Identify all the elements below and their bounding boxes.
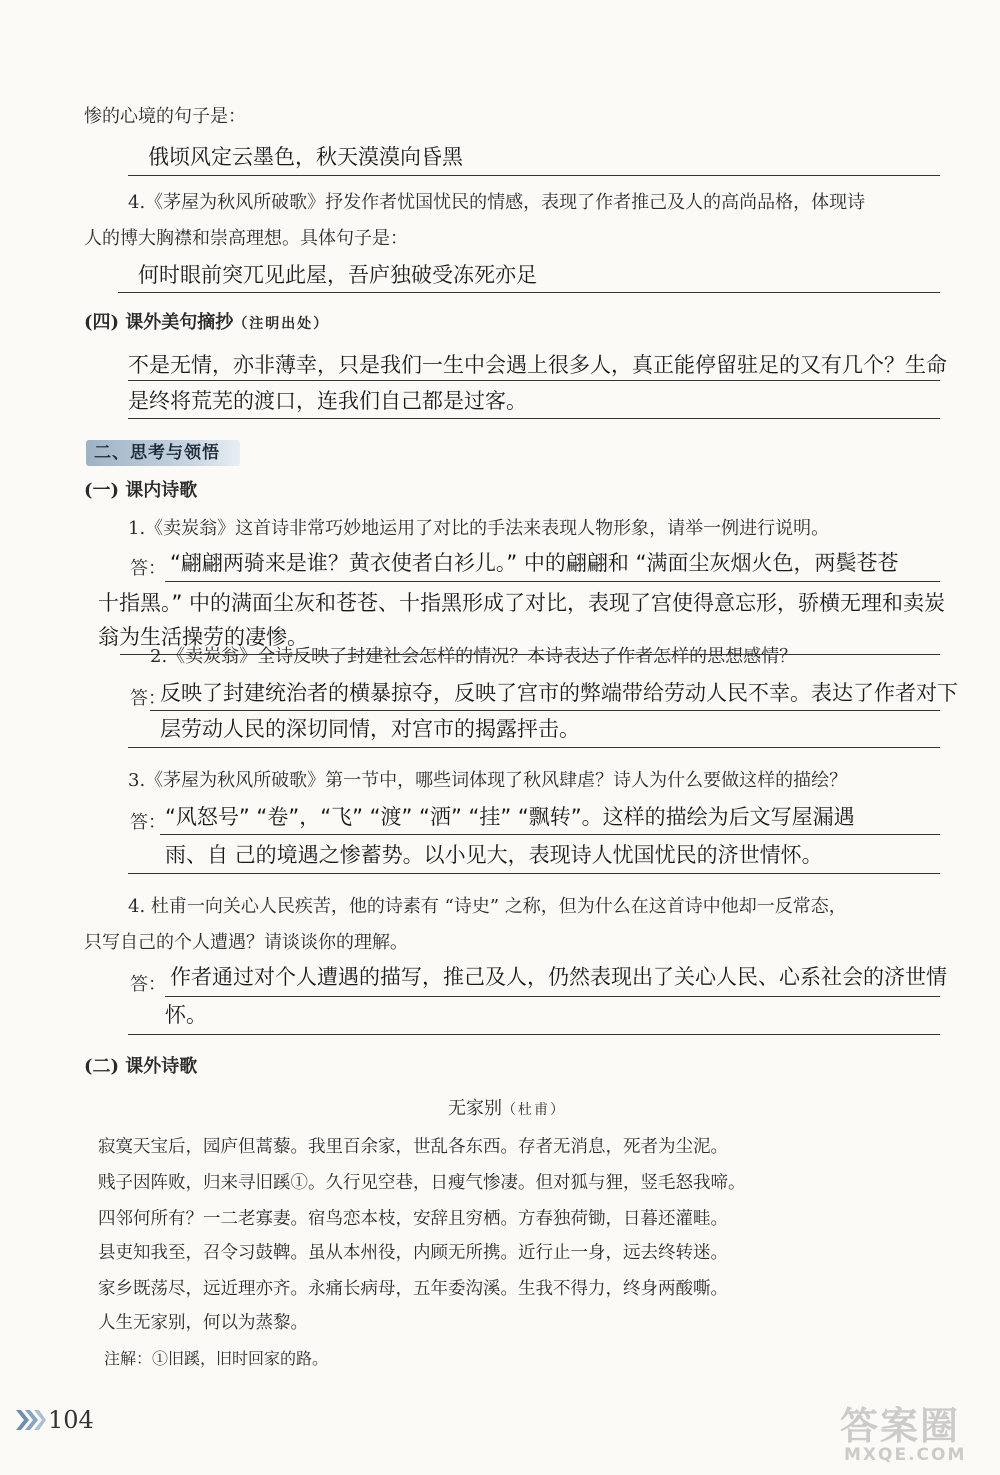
chevron-icon — [16, 1408, 46, 1432]
poem-line: 寂寞天宝后，园庐但蒿藜。我里百余家，世乱各东西。存者无消息，死者为尘泥。 — [98, 1137, 728, 1157]
question-text: 4.《茅屋为秋风所破歌》抒发作者忧国忧民的情感，表现了作者推己及人的高尚品格，体现诗 — [128, 192, 866, 213]
subsection-heading: (二) 课外诗歌 — [84, 1056, 198, 1077]
question-text: 1.《卖炭翁》这首诗非常巧妙地运用了对比的手法来表现人物形象，请举一例进行说明。 — [128, 518, 830, 539]
answer-underline — [128, 380, 940, 381]
question-text: 人的博大胸襟和崇高理想。具体句子是： — [84, 228, 408, 249]
handwritten-answer: 翁为生活操劳的凄惨。 — [98, 625, 308, 649]
answer-label: 答： — [130, 688, 166, 709]
poem-note: 注解：①旧蹊，旧时回家的路。 — [104, 1349, 329, 1368]
answer-underline — [165, 581, 940, 582]
answer-underline — [128, 175, 940, 176]
answer-underline — [128, 873, 940, 874]
section-heading — [84, 310, 329, 337]
poem-title: 无家别 — [448, 1098, 502, 1119]
watermark-text: 答案圈 — [840, 1404, 961, 1448]
handwritten-answer: “风怒号” “卷”，“飞” “渡” “洒” “挂” “飘转”。这样的描绘为后文写屋漏遇 — [165, 805, 855, 829]
poem-line: 人生无家别，何以为蒸黎。 — [98, 1313, 308, 1333]
part-tag — [86, 440, 240, 466]
answer-underline — [150, 710, 940, 711]
handwritten-answer: 怀。 — [165, 1003, 207, 1027]
handwritten-answer: “翩翩两骑来是谁？黄衣使者白衫儿。” 中的翩翩和 “满面尘灰烟火色，两鬓苍苍 — [170, 551, 899, 575]
answer-underline — [128, 747, 940, 748]
answer-underline — [160, 834, 940, 835]
poem-author: （杜甫） — [502, 1102, 566, 1118]
handwritten-answer: 层劳动人民的深切同情，对宫市的揭露抨击。 — [160, 717, 580, 741]
handwritten-answer: 何时眼前突兀见此屋，吾庐独破受冻死亦足 — [138, 263, 537, 287]
poem-line: 贱子因阵败，归来寻旧蹊①。久行见空巷，日瘦气惨凄。但对狐与狸，竖毛怒我啼。 — [98, 1173, 746, 1193]
answer-underline — [128, 418, 940, 419]
handwritten-answer: 雨、自 己的境遇之惨蓄势。以小见大，表现诗人忧国忧民的济世情怀。 — [165, 843, 823, 867]
poem-line: 四邻何所有？一二老寡妻。宿鸟恋本枝，安辞且穷栖。方春独荷锄，日暮还灌畦。 — [98, 1209, 728, 1229]
answer-underline — [128, 1034, 940, 1035]
poem-line: 家乡既荡尽，远近理亦齐。永痛长病母，五年委沟溪。生我不得力，终身两酸嘶。 — [98, 1279, 728, 1299]
handwritten-answer: 是终将荒芜的渡口，连我们自己都是过客。 — [128, 389, 527, 413]
handwritten-answer: 俄顷风定云墨色，秋天漠漠向昏黑 — [148, 145, 463, 169]
answer-label: 答： — [130, 558, 166, 579]
section-note: （注明出处） — [233, 316, 330, 332]
subsection-heading: (一) 课内诗歌 — [84, 480, 198, 501]
handwritten-answer: 不是无情，亦非薄幸，只是我们一生中会遇上很多人，真正能停留驻足的又有几个？生命 — [128, 353, 947, 377]
text-line: 惨的心境的句子是： — [84, 106, 246, 127]
section-heading-text: (四) 课外美句摘抄 — [84, 312, 234, 333]
answer-label: 答： — [130, 812, 166, 833]
watermark-url: MXQE.COM — [844, 1445, 967, 1465]
poem-line: 县吏知我至，召令习鼓鞞。虽从本州役，内顾无所携。近行止一身，远去终转迷。 — [98, 1243, 728, 1263]
question-text: 只写自己的个人遭遇？请谈谈你的理解。 — [84, 932, 408, 953]
question-text: 2.《卖炭翁》全诗反映了封建社会怎样的情况？本诗表达了作者怎样的思想感情？ — [150, 646, 798, 667]
answer-label: 答： — [130, 974, 166, 995]
handwritten-answer: 反映了封建统治者的横暴掠夺，反映了宫市的弊端带给劳动人民不幸。表达了作者对下 — [160, 681, 958, 705]
answer-underline — [165, 996, 940, 997]
page-number: 104 — [48, 1406, 94, 1434]
answer-underline — [118, 292, 940, 293]
handwritten-answer: 作者通过对个人遭遇的描写，推己及人，仍然表现出了关心人民、心系社会的济世情 — [170, 965, 947, 989]
question-text: 4. 杜甫一向关心人民疾苦，他的诗素有 “诗史” 之称，但为什么在这首诗中他却一反常态， — [128, 896, 847, 917]
part-tag-text: 二、思考与领悟 — [94, 443, 220, 463]
watermark-logo — [840, 1395, 990, 1470]
handwritten-answer: 十指黑。” 中的满面尘灰和苍苍、十指黑形成了对比，表现了宫使得意忘形，骄横无理和卖炭 — [98, 591, 946, 615]
poem-title-line — [448, 1096, 566, 1123]
question-text: 3.《茅屋为秋风所破歌》第一节中，哪些词体现了秋风肆虐？诗人为什么要做这样的描绘？ — [128, 770, 848, 791]
